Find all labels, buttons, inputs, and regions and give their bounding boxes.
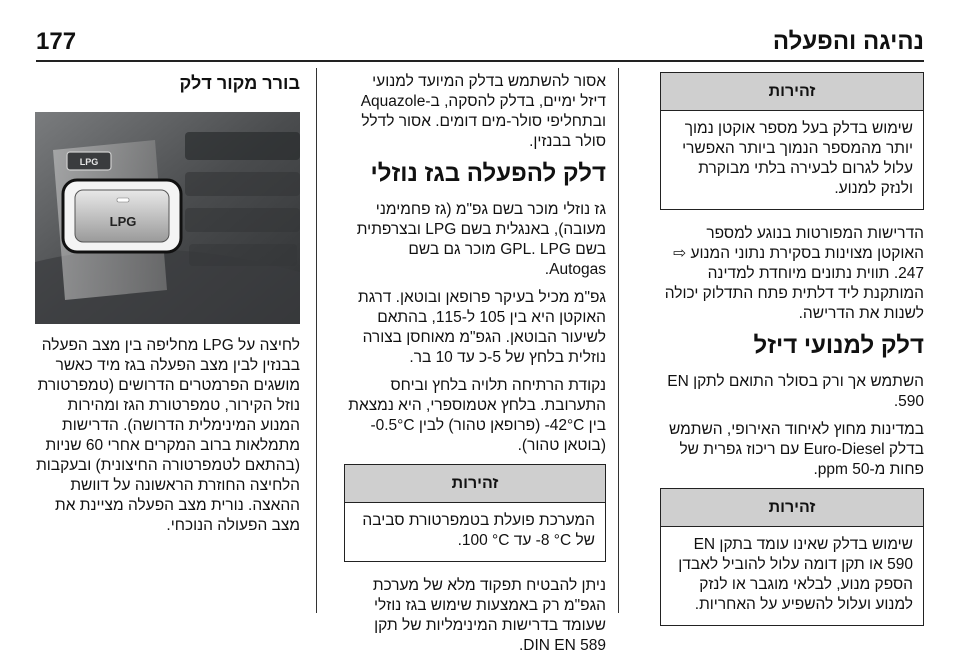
dashboard-switch-illustration — [35, 112, 300, 324]
lpg-boiling-point-paragraph: נקודת הרתיחה תלויה בלחץ וביחס התערובת. בלחץ אטמוספרי, היא נמצאת בין ‎-42°C‎ (פרופאן טהור) לבין ‎-0.5°C‎ (בוטאן טהור). — [348, 377, 606, 454]
column-middle — [344, 72, 606, 664]
caution-text: המערכת פועלת בטמפרטורת סביבה של ‎-8 °C‎ עד ‎100 °C‎. — [362, 512, 595, 549]
page-header — [36, 28, 924, 62]
caution-box-temperature — [344, 464, 606, 562]
lpg-names-paragraph: גז נוזלי מוכר בשם גפ"מ (גז פחמימני מעובה), באנגלית בשם LPG ובצרפתית בשם GPL. LPG מוכר גם בשם Autogas. — [356, 201, 606, 278]
lpg-standard-paragraph: ניתן להבטיח תפקוד מלא של מערכת הגפ"מ רק באמצעות שימוש בגז נוזלי שעומד בדרישות המינימליות של תקן DIN EN 589. — [372, 577, 606, 654]
caution-box-octane — [660, 72, 924, 210]
heading-diesel-fuel: דלק למנועי דיזל — [753, 332, 924, 359]
caution-box-diesel — [660, 488, 924, 626]
column-right — [660, 72, 924, 640]
caution-title: זהירות — [661, 73, 923, 111]
caution-title: זהירות — [661, 489, 923, 527]
page-number: 177 — [36, 28, 77, 55]
lpg-button-label: LPG — [109, 214, 137, 229]
lpg-composition-paragraph: גפ"מ מכיל בעיקר פרופאן ובוטאן. דרגת האוקטן היא בין 105 ל-115, בהתאם לשיעור הבוטאן. הגפ"מ מאוחסן בצורה נוזלית בלחץ של 5-כ עד 10 בר. — [358, 289, 606, 366]
fuel-selector-photo — [35, 112, 300, 324]
fuel-selector-paragraph: לחיצה על LPG מחליפה בין מצב הפעלה בבנזין לבין מצב הפעלה בגז מיד כאשר מושגים הפרמטרים הדרושים (טמפרטורת נוזל הקירור, טמפרטורת הגז ומהירות המנוע המינימלית הדרושה). הדרישות מתמלאות ברוב המקרים אחרי 60 שניות (בהתאם לטמפרטורה החיצונית) ובעקבות הלחיצה החוזרת הראשונה על דוושת ההאצה. נורית מצב הפעלה מציינת את מצב הפעולה הנוכחי. — [36, 337, 300, 534]
section-title: נהיגה והפעלה — [772, 28, 924, 55]
column-divider-right — [618, 68, 619, 613]
heading-fuel-selector: בורר מקור דלק — [179, 73, 300, 93]
diesel-prohibited-paragraph: אסור להשתמש בדלק המיועד למנועי דיזל ימיים, בדלק להסקה, ב-Aquazole ובתחליפי סולר-מים דומים. אסור לדלל סולר בבנזין. — [360, 73, 606, 150]
small-lpg-switch-label: LPG — [79, 157, 99, 167]
column-left — [35, 72, 300, 544]
caution-text: שימוש בדלק בעל מספר אוקטן נמוך יותר מהמספר הנמוך ביותר האפשרי עלול לגרום לבעירה בלתי מבוקרת ולנזק למנוע. — [682, 120, 913, 197]
euro-diesel-paragraph: במדינות מחוץ לאיחוד האירופי, השתמש בדלק Euro-Diesel עם ריכוז גפרית של פחות מ-50 ppm. — [668, 421, 924, 478]
column-divider-left — [316, 68, 317, 613]
caution-title: זהירות — [345, 465, 605, 503]
diesel-standard-paragraph: השתמש אך ורק בסולר התואם לתקן EN 590. — [667, 373, 924, 410]
caution-text: שימוש בדלק שאינו עומד בתקן EN 590 או תקן דומה עלול להוביל לאבדן הספק מנוע, לבלאי מוגבר או לנזק למנוע ועלול להשפיע על האחריות. — [678, 536, 913, 613]
heading-lpg-fuel: דלק להפעלה בגז נוזלי — [370, 160, 606, 187]
octane-paragraph: הדרישות המפורטות בנוגע למספר האוקטן מצוינות בסקירת נתוני המנוע ⇨ 247. תווית נתונים מיוחדת למדינה המותקנת ליד דלתית פתח התדלוק יכולה לשנות את הדרישה. — [664, 225, 924, 322]
